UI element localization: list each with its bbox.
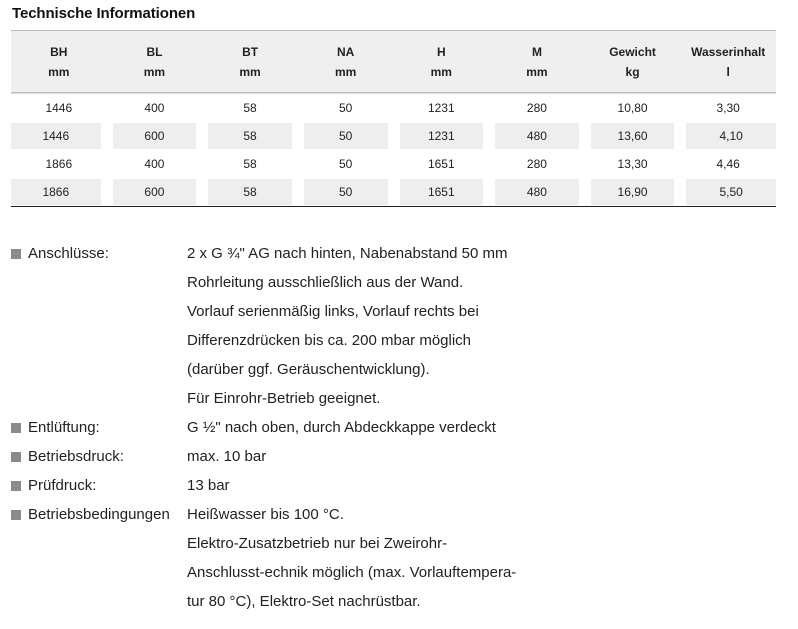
info-label-text: Betriebsdruck: — [28, 448, 124, 465]
column-header-m: M mm — [489, 30, 585, 93]
table-cell: 3,30 — [680, 93, 776, 122]
table-cell: 58 — [202, 93, 298, 122]
table-cell: 50 — [339, 157, 353, 171]
info-value — [187, 442, 711, 471]
info-label-text: Betriebsbedingungen — [28, 506, 170, 523]
info-line: G ½" nach oben, durch Abdeckkappe verdeckt — [187, 419, 496, 436]
info-line: Vorlauf serienmäßig links, Vorlauf rechts bei — [187, 303, 479, 320]
info-value — [187, 471, 711, 500]
info-line: Rohrleitung ausschließlich aus der Wand. — [187, 274, 464, 291]
table-cell: 1231 — [394, 122, 490, 150]
column-header-wasserinhalt: Wasserinhalt l — [680, 30, 776, 93]
table-cell: 1446 — [11, 122, 107, 150]
table-cell: 13,60 — [585, 122, 681, 150]
table-cell: 4,46 — [716, 157, 740, 171]
square-bullet-icon — [11, 249, 21, 259]
square-bullet-icon — [11, 510, 21, 520]
column-header-bh: BH mm — [11, 30, 107, 93]
table-cell: 480 — [489, 178, 585, 207]
table-cell: 280 — [526, 157, 547, 171]
info-label — [11, 442, 187, 471]
info-value — [187, 413, 711, 442]
table-cell: 400 — [144, 157, 165, 171]
info-label-text: Anschlüsse: — [28, 245, 109, 262]
table-cell: 1651 — [427, 157, 455, 171]
table-header-row — [11, 30, 776, 93]
table-cell: 16,90 — [585, 178, 681, 207]
table-cell: 1866 — [11, 178, 107, 207]
specifications-list — [11, 239, 711, 616]
info-line: Heißwasser bis 100 °C. — [187, 506, 344, 523]
table-cell: 50 — [298, 93, 394, 122]
info-label — [11, 471, 187, 500]
column-header-h: H mm — [394, 30, 490, 93]
info-line: 2 x G ¾" AG nach hinten, Nabenabstand 50 mm — [187, 245, 508, 262]
info-item-pruefdruck — [11, 471, 711, 500]
table-cell: 58 — [202, 178, 298, 207]
info-line: Differenzdrücken bis ca. 200 mbar möglich — [187, 332, 472, 349]
info-item-betriebsbedingungen — [11, 500, 711, 616]
table-cell: 480 — [489, 122, 585, 150]
technical-data-table — [11, 30, 776, 207]
square-bullet-icon — [11, 481, 21, 491]
info-item-entlueftung — [11, 413, 711, 442]
table-cell: 400 — [107, 93, 203, 122]
table-cell: 600 — [107, 178, 203, 207]
info-line: max. 10 bar — [187, 448, 267, 465]
info-line: Für Einrohr-Betrieb geeignet. — [187, 390, 381, 407]
info-label — [11, 500, 187, 529]
table-cell: 1866 — [45, 157, 73, 171]
info-line: tur 80 °C), Elektro-Set nachrüstbar. — [187, 593, 421, 610]
table-cell: 10,80 — [585, 93, 681, 122]
info-value — [187, 239, 711, 413]
info-label-text: Prüfdruck: — [28, 477, 97, 494]
table-cell: 50 — [298, 122, 394, 150]
column-header-gewicht: Gewicht kg — [585, 30, 681, 93]
info-line: 13 bar — [187, 477, 230, 494]
table-row — [11, 150, 776, 178]
info-item-betriebsdruck — [11, 442, 711, 471]
table-row — [11, 178, 776, 207]
info-value — [187, 500, 711, 616]
table-cell: 4,10 — [680, 122, 776, 150]
table-row — [11, 122, 776, 150]
section-title: Technische Informationen — [12, 5, 196, 22]
square-bullet-icon — [11, 452, 21, 462]
square-bullet-icon — [11, 423, 21, 433]
table-cell: 1231 — [394, 93, 490, 122]
info-line: Elektro-Zusatzbetrieb nur bei Zweirohr- — [187, 535, 448, 552]
table-cell: 1446 — [11, 93, 107, 122]
table-cell: 58 — [243, 157, 257, 171]
table-cell: 600 — [107, 122, 203, 150]
table-row — [11, 93, 776, 122]
info-label-text: Entlüftung: — [28, 419, 100, 436]
table-cell: 1651 — [394, 178, 490, 207]
table-cell: 58 — [202, 122, 298, 150]
table-cell: 13,30 — [617, 157, 648, 171]
table-cell: 5,50 — [680, 178, 776, 207]
info-item-anschluesse — [11, 239, 711, 413]
column-header-bt: BT mm — [202, 30, 298, 93]
column-header-na: NA mm — [298, 30, 394, 93]
table-cell: 280 — [489, 93, 585, 122]
info-line: (darüber ggf. Geräuschentwicklung). — [187, 361, 430, 378]
column-header-bl: BL mm — [107, 30, 203, 93]
info-line: Anschlusst-echnik möglich (max. Vorlauftempera- — [187, 564, 517, 581]
table-cell: 50 — [298, 178, 394, 207]
info-label — [11, 413, 187, 442]
info-label — [11, 239, 187, 268]
